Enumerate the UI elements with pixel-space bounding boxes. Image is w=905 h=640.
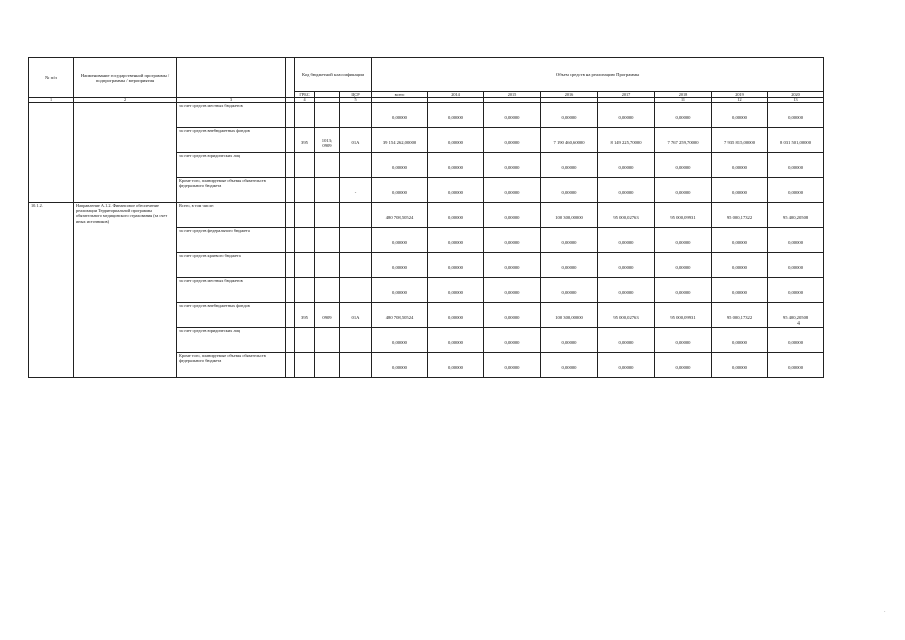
- row-grbs: [295, 203, 315, 228]
- row-year-value: 0,00000: [541, 353, 598, 378]
- row-year-value: 0,00000: [655, 328, 712, 353]
- row-spacer: [286, 203, 295, 228]
- row-spacer: [286, 303, 295, 328]
- row-year-value: 95 000,02763: [598, 303, 655, 328]
- row-year-value: 0,00000: [428, 228, 484, 253]
- row-year-value: 0,00000: [541, 103, 598, 128]
- row-year-value: 95 400,20508: [768, 303, 824, 328]
- row-year-value: 0,00000: [768, 153, 824, 178]
- row-grbs: 395: [295, 303, 315, 328]
- row-grbs: [295, 278, 315, 303]
- row-year-value: 0,00000: [428, 203, 484, 228]
- header-year: 2016: [541, 92, 598, 98]
- row-rzpr: [315, 328, 340, 353]
- row-total: 39 154 262,00000: [372, 128, 428, 153]
- row-year-value: 7 190 460,60000: [541, 128, 598, 153]
- row-total: 0,00000: [372, 178, 428, 203]
- row-year-value: 95 000,09931: [655, 203, 712, 228]
- row-tsr: [340, 103, 372, 128]
- row-year-value: 7 935 815,00000: [712, 128, 768, 153]
- row-rzpr: 1013; 0909: [315, 128, 340, 153]
- row-year-value: 95 000,17322: [712, 303, 768, 328]
- row-tsr: [340, 203, 372, 228]
- row-rzpr: [315, 353, 340, 378]
- row-year-value: 0,00000: [598, 353, 655, 378]
- row-year-value: 0,00000: [768, 228, 824, 253]
- row-spacer: [286, 153, 295, 178]
- row-total: 0,00000: [372, 353, 428, 378]
- row-year-value: 0,00000: [655, 153, 712, 178]
- row-year-value: 95 000,09931: [655, 303, 712, 328]
- row-year-value: 0,00000: [428, 328, 484, 353]
- header-blank: [177, 58, 286, 98]
- row-grbs: [295, 253, 315, 278]
- row-year-value: 0,00000: [428, 353, 484, 378]
- row-spacer: [286, 353, 295, 378]
- header-spacer: [286, 58, 295, 98]
- row-year-value: 0,00000: [712, 228, 768, 253]
- row-year-value: 0,00000: [598, 153, 655, 178]
- header-year: 2017: [598, 92, 655, 98]
- row-total: 0,00000: [372, 328, 428, 353]
- header-tsr: ЦСР: [340, 92, 372, 98]
- table-row: [29, 103, 824, 128]
- program-funding-table: [28, 57, 824, 378]
- row-year-value: 0,00000: [484, 128, 541, 153]
- row-year-value: 0,00000: [655, 103, 712, 128]
- row-year-value: 0,00000: [655, 253, 712, 278]
- row-year-value: 95 400,20508: [768, 203, 824, 228]
- header-year: 2015: [484, 92, 541, 98]
- row-spacer: [286, 103, 295, 128]
- row-spacer: [286, 253, 295, 278]
- row-total: 0,00000: [372, 253, 428, 278]
- row-rzpr: [315, 203, 340, 228]
- row-year-value: 0,00000: [484, 353, 541, 378]
- row-tsr: [340, 253, 372, 278]
- row-total: 0,00000: [372, 153, 428, 178]
- row-grbs: [295, 153, 315, 178]
- header-name: Наименование государственной программы / подпрограммы / мероприятия: [74, 58, 177, 98]
- row-year-value: 0,00000: [598, 178, 655, 203]
- col-number: 4: [295, 98, 315, 103]
- col-number: 3: [177, 98, 286, 103]
- row-year-value: 0,00000: [712, 278, 768, 303]
- row-year-value: 0,00000: [541, 153, 598, 178]
- row-tsr: 01А: [340, 303, 372, 328]
- row-year-value: 95 000,02763: [598, 203, 655, 228]
- row-grbs: [295, 353, 315, 378]
- row-tsr: 01А: [340, 128, 372, 153]
- row-label: Кроме того, планируемые объемы обязательств федерального бюджета: [177, 178, 286, 203]
- row-year-value: 0,00000: [712, 153, 768, 178]
- row-year-value: 100 300,00000: [541, 203, 598, 228]
- row-year-value: 95 000,17322: [712, 203, 768, 228]
- row-spacer: [286, 128, 295, 153]
- row-year-value: 0,00000: [768, 278, 824, 303]
- row-label: за счет средств внебюджетных фондов: [177, 303, 286, 328]
- row-rzpr: [315, 178, 340, 203]
- row-year-value: 0,00000: [598, 103, 655, 128]
- row-year-value: 8 031 501,00000: [768, 128, 824, 153]
- row-year-value: 0,00000: [712, 353, 768, 378]
- row-year-value: 0,00000: [768, 103, 824, 128]
- row-spacer: [286, 328, 295, 353]
- row-year-value: 0,00000: [768, 328, 824, 353]
- row-tsr: [340, 153, 372, 178]
- row-label: за счет средств краевого бюджета: [177, 253, 286, 278]
- header-grbs: ГРБС: [295, 92, 315, 98]
- row-label: за счет средств местных бюджетов: [177, 103, 286, 128]
- row-year-value: 0,00000: [484, 328, 541, 353]
- row-year-value: 7 767 259,70000: [655, 128, 712, 153]
- header-year: 2018: [655, 92, 712, 98]
- row-label: Всего, в том числе:: [177, 203, 286, 228]
- row-year-value: 0,00000: [712, 178, 768, 203]
- row-year-value: 0,00000: [655, 178, 712, 203]
- row-rzpr: [315, 153, 340, 178]
- row-year-value: 0,00000: [484, 278, 541, 303]
- row-label: за счет средств внебюджетных фондов: [177, 128, 286, 153]
- row-grbs: [295, 103, 315, 128]
- row-total: 480 708,50524: [372, 203, 428, 228]
- row-year-value: 0,00000: [484, 303, 541, 328]
- row-year-value: 0,00000: [598, 278, 655, 303]
- col-number: 1: [29, 98, 74, 103]
- row-year-value: 0,00000: [712, 328, 768, 353]
- row-spacer: [286, 228, 295, 253]
- row-total: 480 708,50524: [372, 303, 428, 328]
- row-year-value: 0,00000: [768, 178, 824, 203]
- row-year-value: 0,00000: [484, 203, 541, 228]
- row-spacer: [286, 178, 295, 203]
- row-tsr: [340, 278, 372, 303]
- row-label: за счет средств юридических лиц: [177, 328, 286, 353]
- row-year-value: 0,00000: [598, 253, 655, 278]
- row-year-value: 0,00000: [712, 253, 768, 278]
- row-label: за счет средств местных бюджетов: [177, 278, 286, 303]
- subprogram-number: 10.1.2.: [29, 203, 74, 378]
- row-year-value: 0,00000: [598, 228, 655, 253]
- row-label: за счет средств федерального бюджета: [177, 228, 286, 253]
- row-year-value: 0,00000: [484, 253, 541, 278]
- header-budget-code: Код бюджетной классификации: [295, 58, 372, 92]
- row-year-value: 0,00000: [768, 353, 824, 378]
- col-number: 5: [340, 98, 372, 103]
- row-year-value: 0,00000: [541, 253, 598, 278]
- row-total: 0,00000: [372, 278, 428, 303]
- table-row: [29, 203, 824, 228]
- row-year-value: 0,00000: [484, 103, 541, 128]
- continued-name-cell: [74, 103, 177, 203]
- row-tsr: [340, 328, 372, 353]
- row-year-value: 0,00000: [428, 178, 484, 203]
- row-year-value: 0,00000: [655, 278, 712, 303]
- row-year-value: 0,00000: [655, 353, 712, 378]
- row-year-value: 0,00000: [428, 278, 484, 303]
- row-rzpr: [315, 228, 340, 253]
- row-rzpr: [315, 103, 340, 128]
- header-year: 2020: [768, 92, 824, 98]
- page-mark: 4: [797, 321, 800, 327]
- header-total: всего: [372, 92, 428, 98]
- row-grbs: [295, 178, 315, 203]
- row-total: 0,00000: [372, 103, 428, 128]
- row-year-value: 0,00000: [484, 153, 541, 178]
- row-label: Кроме того, планируемые объемы обязательств федерального бюджета: [177, 353, 286, 378]
- row-year-value: 0,00000: [484, 178, 541, 203]
- row-year-value: 0,00000: [541, 178, 598, 203]
- header-row: [29, 58, 824, 92]
- row-year-value: 0,00000: [541, 228, 598, 253]
- row-year-value: 0,00000: [428, 128, 484, 153]
- row-year-value: 0,00000: [768, 253, 824, 278]
- row-rzpr: 0909: [315, 303, 340, 328]
- col-number: 11: [655, 98, 712, 103]
- row-spacer: [286, 278, 295, 303]
- row-tsr: [340, 228, 372, 253]
- continued-number-cell: [29, 103, 74, 203]
- row-year-value: 0,00000: [541, 328, 598, 353]
- subprogram-title: Направление А.1.2. Финансовое обеспечение реализации Территориальной программы обязательного медицинского страхования (за счет иных источников): [74, 203, 177, 378]
- row-grbs: 395: [295, 128, 315, 153]
- budget-table-sheet: [28, 57, 819, 370]
- row-total: 0,00000: [372, 228, 428, 253]
- header-year: 2019: [712, 92, 768, 98]
- header-volume: Объем средств на реализацию Программы: [372, 58, 824, 92]
- row-year-value: 100 300,00000: [541, 303, 598, 328]
- row-tsr: -: [340, 178, 372, 203]
- row-year-value: 0,00000: [428, 153, 484, 178]
- row-year-value: 0,00000: [655, 228, 712, 253]
- row-rzpr: [315, 253, 340, 278]
- col-number: 2: [74, 98, 177, 103]
- row-year-value: 0,00000: [428, 103, 484, 128]
- row-tsr: [340, 353, 372, 378]
- row-year-value: 0,00000: [598, 328, 655, 353]
- row-year-value: 0,00000: [541, 278, 598, 303]
- edge-mark: ·: [884, 610, 886, 615]
- row-grbs: [295, 228, 315, 253]
- row-grbs: [295, 328, 315, 353]
- header-year: 2014: [428, 92, 484, 98]
- row-year-value: 0,00000: [428, 253, 484, 278]
- row-year-value: 0,00000: [712, 103, 768, 128]
- header-number: № п/п: [29, 58, 74, 98]
- row-rzpr: [315, 278, 340, 303]
- row-label: за счет средств юридических лиц: [177, 153, 286, 178]
- row-year-value: 0,00000: [428, 303, 484, 328]
- row-year-value: 0,00000: [484, 228, 541, 253]
- col-number: 13: [768, 98, 824, 103]
- col-number: 12: [712, 98, 768, 103]
- row-year-value: 8 149 225,70000: [598, 128, 655, 153]
